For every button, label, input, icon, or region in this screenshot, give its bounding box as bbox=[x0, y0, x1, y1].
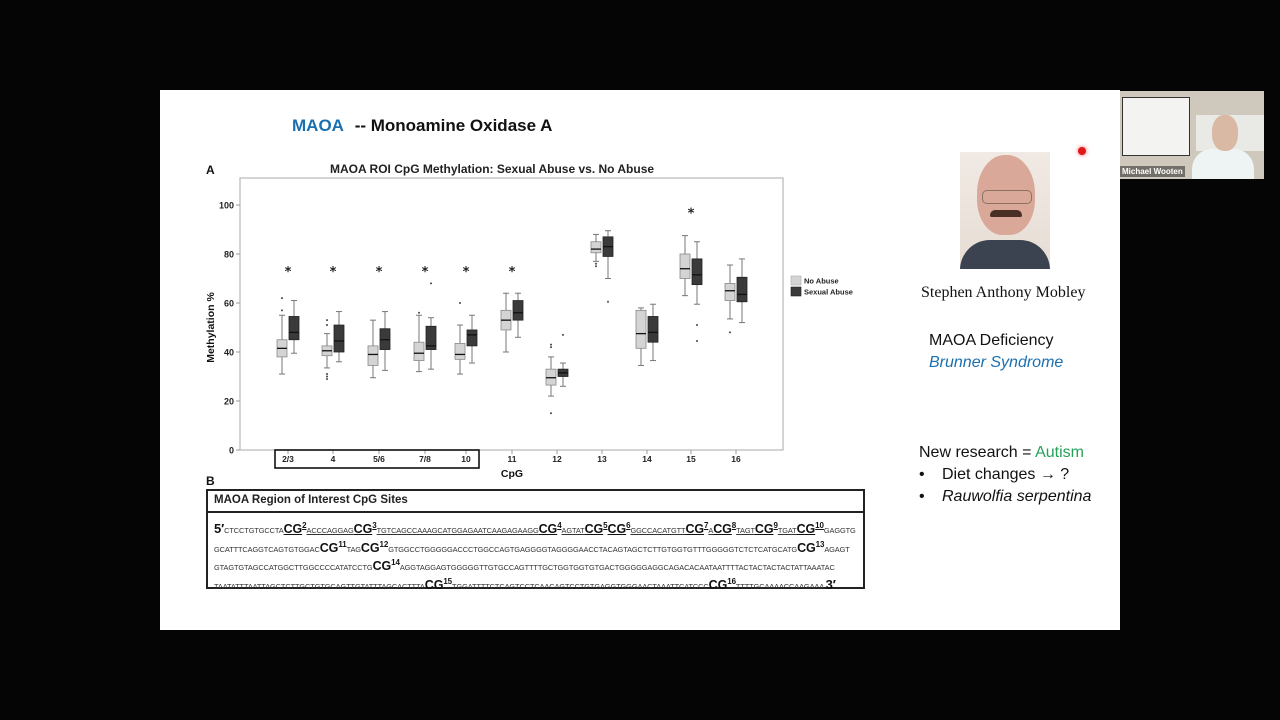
sequence-segment: TAGT bbox=[736, 526, 755, 535]
outlier-point bbox=[326, 376, 328, 378]
cpg-number: 14 bbox=[391, 558, 400, 567]
x-tick-label: 13 bbox=[597, 454, 607, 464]
sequence-segment: TGAT bbox=[777, 526, 797, 535]
research-prefix: New research = bbox=[919, 444, 1036, 461]
laser-pointer-icon bbox=[1078, 147, 1086, 155]
significance-star: * bbox=[462, 265, 470, 281]
legend-swatch bbox=[791, 287, 801, 296]
cpg-site: CG bbox=[796, 522, 816, 536]
title-description: -- Monoamine Oxidase A bbox=[354, 116, 553, 135]
box-plot-chart bbox=[200, 175, 920, 485]
cpg-number: 2 bbox=[302, 521, 307, 530]
sequence-segment: AGTAT bbox=[561, 526, 585, 535]
outlier-point bbox=[281, 297, 283, 299]
box bbox=[680, 254, 690, 279]
sequence-segment: TGGATTTTCTCAGTCCTCAACAGTCCTGTGAGGTGGGAACTAAATTCATCCC bbox=[452, 581, 709, 591]
legend-swatch bbox=[791, 276, 801, 285]
sequence-segment: GTAGTGTAGCCATGGCTTGGCCCCATATCCTG bbox=[214, 563, 373, 572]
portrait-photo bbox=[960, 152, 1050, 269]
cpg-site: CG bbox=[283, 522, 303, 536]
cpg-number: 10 bbox=[815, 521, 824, 530]
photo-shirt bbox=[960, 240, 1050, 269]
x-tick-label: 10 bbox=[461, 454, 471, 464]
photo-caption: Stephen Anthony Mobley bbox=[921, 284, 1086, 301]
y-tick-label: 40 bbox=[223, 347, 234, 358]
chart-title: MAOA ROI CpG Methylation: Sexual Abuse vs. No Abuse bbox=[330, 162, 655, 176]
cpg-number: 4 bbox=[557, 521, 562, 530]
sequence-line bbox=[214, 554, 857, 573]
panel-b-label: B bbox=[206, 474, 215, 488]
legend-label: No Abuse bbox=[804, 276, 839, 286]
x-tick-label: 11 bbox=[507, 454, 517, 464]
cpg-site: CG bbox=[538, 522, 558, 536]
cpg-site: CG bbox=[372, 559, 392, 573]
x-tick-label: 14 bbox=[642, 454, 652, 464]
significance-star: * bbox=[284, 265, 292, 281]
photo-mustache bbox=[990, 210, 1022, 217]
cpg-site: CG bbox=[584, 522, 604, 536]
bullet-dot: • bbox=[919, 488, 925, 505]
box bbox=[725, 283, 735, 300]
outlier-point bbox=[550, 344, 552, 346]
sequence-segment: ACCCAGGAG bbox=[306, 526, 354, 535]
sequence-segment: GGCCACATGTT bbox=[630, 526, 686, 535]
sequence-box-title: MAOA Region of Interest CpG Sites bbox=[208, 491, 863, 513]
cpg-site: CG bbox=[708, 577, 728, 592]
x-axis-label: CpG bbox=[500, 468, 524, 480]
strand-end: 3′ bbox=[825, 576, 836, 592]
cpg-number: 5 bbox=[603, 521, 608, 530]
outlier-point bbox=[562, 334, 564, 336]
outlier-point bbox=[326, 378, 328, 380]
sequence-segment: TAG bbox=[346, 544, 361, 554]
sequence-segment: GAGGTG bbox=[823, 526, 856, 535]
sequence-line bbox=[214, 573, 857, 592]
x-tick-label: 16 bbox=[731, 454, 741, 464]
cpg-site: CG bbox=[319, 540, 339, 555]
sequence-segment: TTTTGCAAAACCAAGAAA bbox=[735, 581, 826, 591]
sequence-box bbox=[206, 489, 865, 592]
outlier-point bbox=[607, 301, 609, 303]
box bbox=[368, 346, 378, 366]
sequence-segment: GTGGCCTGGGGGACCCTGGCCAGTGAGGGGTAGGGGAACCTACAGTAGCTCTTGTGGTGTTTGGGGGTCTCTCATGCATG bbox=[388, 544, 798, 554]
bullet-list bbox=[919, 466, 1091, 510]
participant-video-tile[interactable] bbox=[1120, 91, 1264, 179]
participant-name: Michael Wooten bbox=[1122, 167, 1183, 176]
presentation-slide bbox=[160, 90, 1120, 630]
research-highlight: Autism bbox=[1035, 444, 1084, 461]
x-tick-label: 4 bbox=[330, 454, 336, 464]
outlier-point bbox=[595, 263, 597, 265]
sequence-segment: AGAGT bbox=[824, 544, 850, 554]
box bbox=[414, 342, 424, 360]
y-tick-label: 80 bbox=[223, 249, 234, 260]
cpg-number: 3 bbox=[372, 521, 377, 530]
x-tick-label: 15 bbox=[686, 454, 696, 464]
box bbox=[692, 259, 702, 285]
video-person-head bbox=[1212, 115, 1238, 151]
y-tick-label: 100 bbox=[218, 200, 234, 211]
deficiency-label: MAOA Deficiency bbox=[929, 332, 1054, 349]
outlier-point bbox=[281, 309, 283, 311]
box bbox=[591, 242, 601, 253]
legend-label: Sexual Abuse bbox=[804, 287, 853, 297]
box bbox=[737, 277, 747, 302]
box bbox=[289, 316, 299, 339]
panel-a-label: A bbox=[206, 163, 215, 177]
outlier-point bbox=[595, 265, 597, 267]
outlier-point bbox=[729, 331, 731, 333]
bullet-text: Rauwolfia serpentina bbox=[942, 488, 1092, 505]
cpg-site: CG bbox=[353, 522, 373, 536]
cpg-site: CG bbox=[797, 540, 816, 555]
cpg-number: 9 bbox=[773, 521, 778, 530]
y-tick-label: 20 bbox=[223, 396, 234, 407]
box bbox=[455, 343, 465, 359]
cpg-number: 11 bbox=[338, 539, 347, 549]
outlier-point bbox=[550, 412, 552, 414]
y-tick-label: 60 bbox=[223, 298, 234, 309]
significance-star: * bbox=[687, 206, 695, 222]
slide-title bbox=[292, 116, 552, 136]
cpg-site: CG bbox=[607, 522, 627, 536]
cpg-site: CG bbox=[754, 522, 774, 536]
sequence-segment: TGTCAGCCAAAGCATGGAGAATCAAGAGAAGG bbox=[376, 526, 539, 535]
y-axis-label: Methylation % bbox=[205, 292, 217, 363]
sequence-segment: TAATATTTAATTAGCTCTTGCTGTGCAGTTGTATTTAGCACTTTA bbox=[214, 581, 425, 591]
video-projector-screen bbox=[1122, 97, 1190, 156]
outlier-point bbox=[326, 319, 328, 321]
outlier-point bbox=[696, 340, 698, 342]
x-tick-label: 2/3 bbox=[282, 454, 294, 464]
bullet-item bbox=[919, 488, 1091, 510]
cpg-number: 15 bbox=[443, 576, 453, 586]
x-tick-label: 5/6 bbox=[373, 454, 385, 464]
syndrome-label: Brunner Syndrome bbox=[929, 354, 1064, 371]
box bbox=[467, 330, 477, 346]
bullet-text: Diet changes → ? bbox=[942, 466, 1070, 483]
sequence-segment: GCATTTCAGGTCAGTGTGGAC bbox=[214, 544, 320, 554]
y-tick-label: 0 bbox=[228, 445, 234, 456]
x-tick-label: 7/8 bbox=[419, 454, 431, 464]
cpg-number: 7 bbox=[704, 521, 709, 530]
cpg-site: CG bbox=[685, 522, 705, 536]
outlier-point bbox=[430, 282, 432, 284]
box bbox=[513, 301, 523, 321]
sequence-segment: CTCCTGTGCCTA bbox=[224, 526, 284, 535]
significance-star: * bbox=[329, 265, 337, 281]
sequence-segment: AGGTAGGAGTGGGGGTTGTGCCAGTTTTGCTGGTGGTGTGACTGGGGGAGGCAGACACAATAATTTTACTACTACTACTATTAAATAC bbox=[399, 563, 835, 572]
photo-glasses bbox=[982, 190, 1032, 204]
cpg-number: 12 bbox=[379, 539, 389, 549]
box bbox=[648, 316, 658, 342]
box bbox=[636, 310, 646, 348]
cpg-site: CG bbox=[424, 577, 444, 592]
cpg-number: 6 bbox=[626, 521, 631, 530]
box bbox=[334, 325, 344, 352]
cpg-number: 8 bbox=[731, 521, 737, 530]
video-person-body bbox=[1192, 149, 1254, 179]
outlier-point bbox=[696, 324, 698, 326]
cpg-site: CG bbox=[360, 540, 380, 555]
outlier-point bbox=[550, 346, 552, 348]
sequence-segment: A bbox=[708, 526, 714, 535]
cpg-site: CG bbox=[713, 522, 732, 536]
outlier-point bbox=[459, 302, 461, 304]
significance-star: * bbox=[375, 265, 383, 281]
significance-star: * bbox=[508, 265, 516, 281]
x-tick-label: 12 bbox=[552, 454, 562, 464]
outlier-point bbox=[418, 312, 420, 314]
bullet-item bbox=[919, 466, 1091, 488]
outlier-point bbox=[326, 324, 328, 326]
plot-area bbox=[240, 178, 783, 450]
strand-end: 5′ bbox=[214, 521, 225, 536]
outlier-point bbox=[326, 373, 328, 375]
cpg-number: 16 bbox=[727, 576, 736, 586]
sequence-line bbox=[214, 517, 857, 536]
significance-star: * bbox=[421, 265, 429, 281]
research-line bbox=[919, 444, 1084, 462]
title-gene: MAOA bbox=[292, 116, 344, 135]
dna-sequence bbox=[208, 513, 863, 595]
bullet-dot: • bbox=[919, 466, 925, 483]
sequence-line bbox=[214, 536, 857, 555]
cpg-number: 13 bbox=[815, 539, 825, 549]
